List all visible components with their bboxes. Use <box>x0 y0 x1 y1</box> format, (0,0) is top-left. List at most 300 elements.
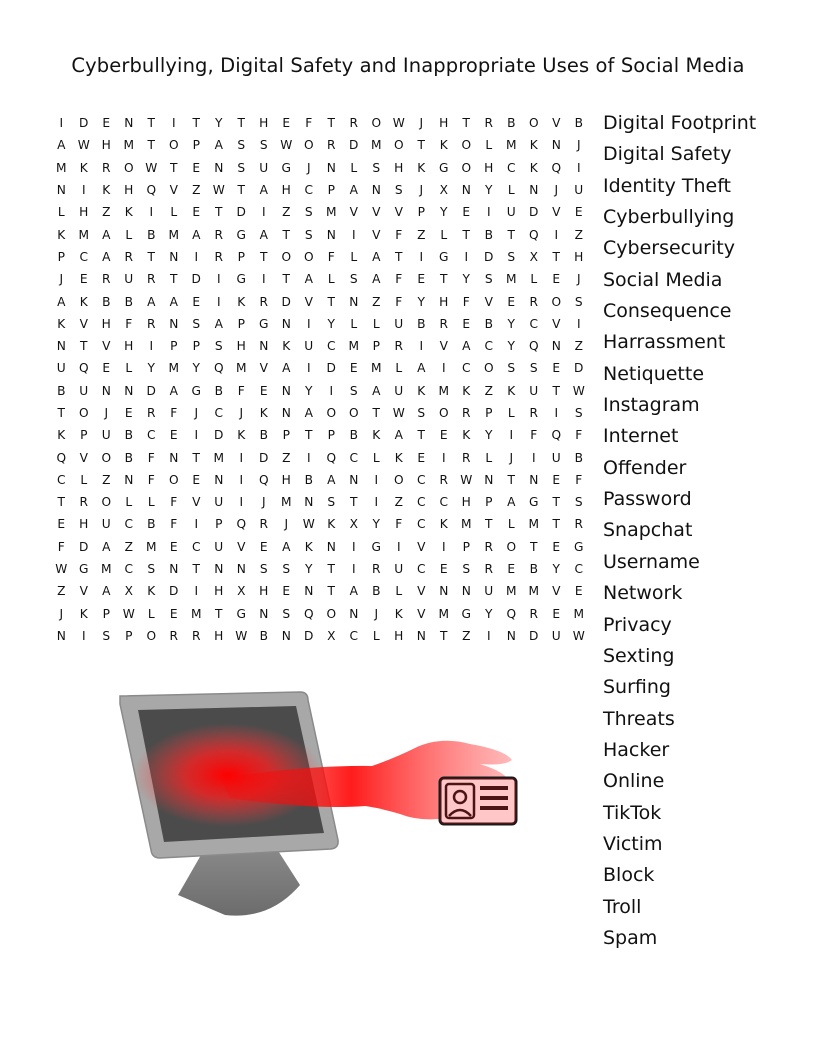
grid-letter: N <box>349 606 359 621</box>
grid-letter: F <box>575 428 583 443</box>
grid-letter: U <box>79 383 89 398</box>
grid-letter: I <box>194 428 199 443</box>
grid-letter: Y <box>305 383 313 398</box>
grid-letter: K <box>394 606 403 621</box>
grid-letter: U <box>214 539 224 554</box>
grid-letter: G <box>236 606 246 621</box>
grid-letter: R <box>259 517 268 532</box>
grid-letter: P <box>102 606 110 621</box>
grid-letter: K <box>102 183 111 198</box>
grid-letter: K <box>507 383 516 398</box>
grid-letter: U <box>394 316 404 331</box>
grid-letter: H <box>259 116 269 131</box>
grid-letter: C <box>124 562 133 577</box>
grid-letter: C <box>326 339 336 354</box>
grid-letter: S <box>507 249 516 264</box>
grid-letter: I <box>81 628 86 643</box>
grid-letter: Q <box>528 339 539 354</box>
grid-letter: A <box>214 138 223 153</box>
grid-letter: N <box>349 294 359 309</box>
grid-letter: M <box>145 539 157 554</box>
grid-letter: I <box>554 227 559 242</box>
grid-letter: I <box>216 272 221 287</box>
grid-letter: V <box>79 584 88 599</box>
grid-letter: V <box>552 205 561 220</box>
grid-letter: D <box>79 116 89 131</box>
grid-letter: N <box>124 383 134 398</box>
grid-letter: I <box>81 183 86 198</box>
grid-letter: W <box>392 406 405 420</box>
grid-letter: O <box>506 539 517 554</box>
word-bank-item: Netiquette <box>603 362 705 385</box>
grid-letter: Y <box>485 183 493 198</box>
grid-letter: G <box>461 606 471 621</box>
grid-letter: T <box>147 138 155 153</box>
grid-letter: D <box>484 249 494 264</box>
grid-letter: M <box>348 339 359 354</box>
grid-letter: W <box>460 472 473 487</box>
grid-letter: B <box>124 428 133 443</box>
grid-letter: D <box>349 138 359 153</box>
grid-letter: T <box>80 339 88 354</box>
grid-letter: C <box>146 428 156 443</box>
grid-letter: J <box>104 406 109 420</box>
grid-letter: N <box>281 316 291 331</box>
grid-letter: H <box>101 138 111 153</box>
grid-letter: T <box>305 428 313 443</box>
grid-letter: Q <box>213 361 224 376</box>
grid-letter: H <box>394 628 404 643</box>
grid-letter: F <box>462 294 470 309</box>
grid-letter: V <box>417 606 426 621</box>
grid-letter: T <box>215 205 223 220</box>
grid-letter: I <box>419 249 424 264</box>
grid-letter: R <box>214 249 223 264</box>
grid-letter: T <box>417 428 425 443</box>
grid-letter: F <box>237 383 245 398</box>
grid-letter: T <box>170 160 178 175</box>
grid-letter: D <box>529 205 539 220</box>
grid-letter: F <box>395 517 403 532</box>
grid-letter: U <box>304 339 314 354</box>
grid-letter: N <box>281 628 291 643</box>
grid-letter: J <box>306 160 311 175</box>
grid-letter: S <box>214 339 223 354</box>
grid-letter: K <box>327 517 336 532</box>
grid-letter: N <box>169 450 179 465</box>
grid-letter: F <box>575 472 583 487</box>
grid-letter: M <box>505 138 517 153</box>
grid-letter: L <box>80 472 88 487</box>
grid-letter: G <box>79 562 89 577</box>
grid-letter: J <box>284 517 289 532</box>
grid-letter: T <box>462 227 470 242</box>
grid-letter: B <box>124 450 133 465</box>
grid-letter: J <box>576 272 581 287</box>
grid-row <box>50 157 590 179</box>
grid-letter: S <box>237 160 246 175</box>
grid-letter: L <box>327 272 335 287</box>
grid-letter: I <box>329 383 334 398</box>
grid-letter: Z <box>282 450 291 465</box>
grid-letter: E <box>462 316 471 331</box>
grid-letter: H <box>214 628 224 643</box>
grid-letter: P <box>125 628 133 643</box>
grid-letter: Q <box>303 606 314 621</box>
grid-letter: A <box>102 584 111 599</box>
grid-letter: O <box>393 138 404 153</box>
grid-letter: P <box>327 183 335 198</box>
grid-letter: I <box>486 205 491 220</box>
grid-letter: N <box>506 628 516 643</box>
grid-letter: A <box>57 138 66 153</box>
grid-letter: Y <box>215 116 223 131</box>
grid-letter: S <box>574 495 583 510</box>
grid-letter: Y <box>507 339 515 354</box>
grid-letter: A <box>282 539 291 554</box>
word-bank-item: Password <box>603 488 692 511</box>
grid-letter: H <box>281 183 291 198</box>
grid-letter: U <box>124 272 134 287</box>
grid-letter: L <box>507 517 515 532</box>
grid-letter: I <box>351 539 356 554</box>
word-bank-item: Surfing <box>603 676 671 699</box>
grid-letter: N <box>169 562 179 577</box>
grid-letter: J <box>374 606 379 621</box>
grid-letter: C <box>529 316 538 331</box>
grid-letter: D <box>529 628 539 643</box>
grid-letter: Q <box>56 450 67 465</box>
grid-letter: N <box>169 249 179 264</box>
grid-letter: V <box>259 361 268 376</box>
grid-row <box>50 469 590 491</box>
grid-letter: V <box>552 116 561 131</box>
grid-letter: K <box>57 428 66 443</box>
grid-letter: X <box>439 183 448 198</box>
grid-letter: R <box>462 406 471 420</box>
word-bank <box>603 110 813 956</box>
grid-letter: C <box>416 472 426 487</box>
grid-letter: E <box>417 450 426 465</box>
word-bank-item: Harrassment <box>603 331 726 354</box>
grid-letter: E <box>169 428 178 443</box>
grid-letter: G <box>439 249 449 264</box>
grid-letter: O <box>123 160 134 175</box>
word-bank-item: Sexting <box>603 644 675 667</box>
grid-letter: N <box>214 562 224 577</box>
grid-row <box>50 313 590 335</box>
grid-letter: L <box>350 160 358 175</box>
grid-letter: K <box>57 227 66 242</box>
grid-letter: T <box>237 183 245 198</box>
grid-letter: Q <box>326 450 337 465</box>
grid-letter: N <box>551 138 561 153</box>
word-bank-item: Privacy <box>603 613 672 636</box>
grid-letter: P <box>237 249 245 264</box>
grid-letter: R <box>214 227 223 242</box>
grid-letter: Q <box>551 428 562 443</box>
word-bank-item: Hacker <box>603 738 670 761</box>
grid-letter: I <box>261 205 266 220</box>
grid-letter: E <box>259 539 268 554</box>
grid-letter: T <box>552 249 560 264</box>
grid-row <box>50 112 590 134</box>
grid-row <box>50 179 590 201</box>
grid-letter: E <box>462 205 471 220</box>
grid-letter: C <box>56 472 66 487</box>
grid-letter: L <box>125 227 133 242</box>
grid-letter: L <box>372 450 380 465</box>
grid-letter: I <box>576 316 581 331</box>
grid-letter: F <box>395 227 403 242</box>
id-card-icon <box>440 778 516 824</box>
grid-letter: K <box>79 606 88 621</box>
grid-letter: N <box>56 183 66 198</box>
word-bank-item: Troll <box>603 895 642 918</box>
grid-letter: R <box>484 562 493 577</box>
grid-letter: L <box>485 138 493 153</box>
grid-letter: M <box>168 361 179 376</box>
grid-letter: A <box>349 584 358 599</box>
grid-letter: A <box>102 539 111 554</box>
grid-letter: W <box>235 628 248 643</box>
grid-row <box>50 580 590 602</box>
grid-letter: R <box>79 495 88 510</box>
grid-letter: H <box>394 160 404 175</box>
grid-letter: K <box>259 406 268 420</box>
grid-letter: E <box>102 116 111 131</box>
grid-letter: P <box>282 428 290 443</box>
grid-letter: T <box>440 272 448 287</box>
grid-letter: I <box>509 428 514 443</box>
word-bank-item: Consequence <box>603 300 732 323</box>
grid-letter: Z <box>102 472 111 487</box>
grid-letter: P <box>192 339 200 354</box>
word-bank-item: Digital Safety <box>603 143 732 166</box>
word-bank-item: Victim <box>603 832 663 855</box>
grid-letter: K <box>57 316 66 331</box>
grid-letter: L <box>350 249 358 264</box>
grid-letter: C <box>416 517 426 532</box>
grid-letter: E <box>282 116 291 131</box>
grid-letter: W <box>302 517 315 532</box>
grid-letter: P <box>170 339 178 354</box>
grid-letter: T <box>350 495 358 510</box>
grid-letter: J <box>59 606 64 621</box>
grid-letter: M <box>438 383 449 398</box>
grid-letter: N <box>56 339 66 354</box>
grid-letter: G <box>259 316 269 331</box>
grid-letter: I <box>554 406 559 420</box>
grid-letter: Q <box>506 606 517 621</box>
grid-letter: T <box>282 272 290 287</box>
grid-letter: A <box>462 339 471 354</box>
grid-letter: D <box>259 450 269 465</box>
grid-letter: R <box>372 562 381 577</box>
grid-letter: Q <box>258 472 269 487</box>
grid-letter: X <box>327 628 336 643</box>
grid-letter: Y <box>147 361 155 376</box>
grid-letter: I <box>239 450 244 465</box>
grid-letter: Q <box>551 160 562 175</box>
word-bank-item: Identity Theft <box>603 174 731 197</box>
grid-letter: E <box>79 272 88 287</box>
grid-letter: T <box>327 562 335 577</box>
grid-letter: E <box>507 294 516 309</box>
grid-letter: V <box>349 205 358 220</box>
grid-letter: M <box>100 562 112 577</box>
grid-letter: H <box>574 249 584 264</box>
grid-letter: M <box>528 517 539 532</box>
grid-letter: U <box>484 584 494 599</box>
grid-letter: I <box>374 495 379 510</box>
grid-letter: A <box>192 227 201 242</box>
grid-letter: G <box>236 227 246 242</box>
grid-letter: B <box>507 116 516 131</box>
grid-letter: F <box>530 428 538 443</box>
grid-letter: M <box>168 227 179 242</box>
grid-letter: E <box>552 472 561 487</box>
grid-letter: S <box>462 562 471 577</box>
grid-letter: W <box>212 183 225 198</box>
grid-letter: U <box>214 495 224 510</box>
grid-letter: I <box>351 227 356 242</box>
grid-letter: W <box>77 138 90 153</box>
grid-letter: F <box>305 116 313 131</box>
grid-letter: K <box>462 383 471 398</box>
grid-letter: O <box>303 138 314 153</box>
word-bank-item: Digital Footprint <box>603 112 757 134</box>
word-bank-item: Offender <box>603 456 687 479</box>
grid-letter: E <box>57 517 66 532</box>
grid-letter: M <box>235 361 247 376</box>
grid-letter: K <box>439 138 448 153</box>
grid-letter: S <box>507 361 516 376</box>
grid-letter: Q <box>528 227 539 242</box>
grid-letter: Y <box>507 316 515 331</box>
grid-letter: T <box>462 116 470 131</box>
grid-letter: N <box>484 472 494 487</box>
grid-letter: S <box>259 562 268 577</box>
grid-letter: F <box>147 472 155 487</box>
grid-letter: T <box>192 562 200 577</box>
grid-letter: Q <box>236 517 247 532</box>
grid-letter: W <box>572 383 585 398</box>
word-bank-item: Username <box>603 550 700 573</box>
grid-letter: I <box>306 316 311 331</box>
grid-letter: J <box>576 138 581 153</box>
grid-letter: S <box>147 562 156 577</box>
grid-letter: M <box>460 517 472 532</box>
grid-letter: V <box>417 539 426 554</box>
grid-letter: X <box>237 584 246 599</box>
grid-letter: G <box>574 539 584 554</box>
grid-letter: S <box>529 361 538 376</box>
grid-letter: I <box>216 294 221 309</box>
grid-letter: M <box>78 227 89 242</box>
grid-letter: S <box>282 606 291 621</box>
grid-letter: R <box>529 406 538 420</box>
grid-letter: E <box>192 294 201 309</box>
grid-letter: M <box>370 138 382 153</box>
grid-letter: M <box>505 584 517 599</box>
grid-letter: I <box>239 472 244 487</box>
grid-letter: E <box>349 361 358 376</box>
grid-letter: B <box>147 517 156 532</box>
grid-letter: A <box>147 294 156 309</box>
grid-letter: W <box>572 628 585 643</box>
grid-letter: I <box>171 116 176 131</box>
grid-letter: Z <box>484 383 493 398</box>
grid-letter: X <box>124 584 133 599</box>
grid-row <box>50 424 590 446</box>
grid-letter: N <box>124 116 134 131</box>
grid-letter: U <box>56 361 66 376</box>
grid-letter: M <box>325 205 337 220</box>
grid-letter: G <box>439 160 449 175</box>
grid-letter: S <box>484 272 493 287</box>
grid-letter: N <box>169 316 179 331</box>
grid-letter: V <box>552 316 561 331</box>
grid-letter: U <box>551 628 561 643</box>
grid-letter: E <box>169 606 178 621</box>
word-bank-item: Online <box>603 770 665 793</box>
grid-letter: N <box>259 606 269 621</box>
grid-letter: R <box>529 606 538 621</box>
grid-letter: T <box>260 249 268 264</box>
grid-letter: V <box>304 294 313 309</box>
grid-letter: S <box>327 495 336 510</box>
grid-letter: T <box>372 406 380 420</box>
grid-letter: A <box>372 272 381 287</box>
grid-letter: R <box>439 472 448 487</box>
grid-letter: E <box>282 584 291 599</box>
grid-row <box>50 290 590 312</box>
grid-letter: P <box>215 517 223 532</box>
grid-row <box>50 491 590 513</box>
grid-letter: V <box>484 294 493 309</box>
grid-letter: T <box>147 249 155 264</box>
grid-letter: M <box>190 606 202 621</box>
grid-letter: A <box>394 428 403 443</box>
grid-letter: C <box>574 562 583 577</box>
grid-letter: K <box>462 428 471 443</box>
grid-letter: K <box>282 339 291 354</box>
grid-letter: O <box>303 249 314 264</box>
grid-letter: V <box>439 339 448 354</box>
grid-row <box>50 223 590 245</box>
grid-letter: V <box>372 205 381 220</box>
grid-letter: V <box>79 450 88 465</box>
grid-letter: T <box>215 606 223 621</box>
grid-letter: F <box>57 539 65 554</box>
grid-row <box>50 446 590 468</box>
grid-letter: N <box>214 472 224 487</box>
grid-letter: A <box>57 294 66 309</box>
grid-letter: C <box>79 249 88 264</box>
grid-letter: L <box>125 361 133 376</box>
grid-letter: Y <box>485 428 493 443</box>
grid-letter: T <box>282 227 290 242</box>
grid-letter: P <box>485 495 493 510</box>
grid-letter: M <box>55 160 67 175</box>
grid-letter: K <box>372 428 381 443</box>
grid-letter: S <box>372 160 381 175</box>
grid-letter: F <box>395 272 403 287</box>
grid-letter: I <box>59 116 64 131</box>
grid-letter: A <box>327 472 336 487</box>
grid-letter: B <box>484 316 493 331</box>
